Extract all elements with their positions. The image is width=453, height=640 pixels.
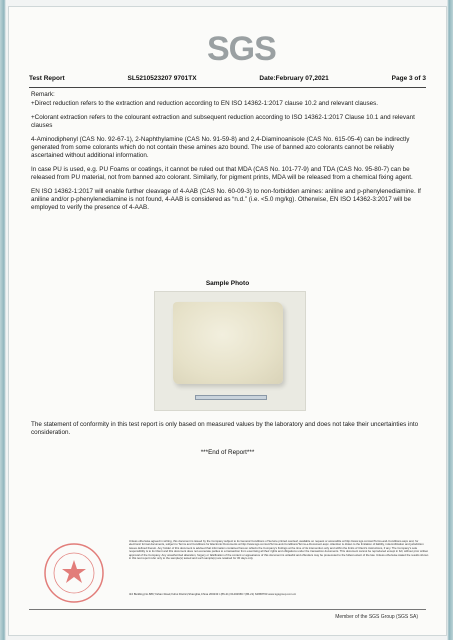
sample-photo bbox=[154, 291, 306, 411]
sgs-logo: SGS bbox=[207, 30, 276, 68]
company-seal-stamp bbox=[43, 542, 105, 604]
footer-divider bbox=[29, 609, 426, 610]
terms-fine-print: Unless otherwise agreed in writing, this document is issued by the Company subject to its General Conditions of Service printed overleaf, available on request or accessible at http://www.sgs.com/en/Terms-and-Conditions.aspx and, for electronic format documents, subject to Terms and Conditions for Electronic Documents at http://www.sgs.com/en/Terms-and-Conditions/Terms-e-Document.aspx. Attention is drawn to the limitation of liability, indemnification and jurisdiction issues defined therein. Any holder of this document is advised that information contained hereon reflects the Company's findings at the time of its intervention only and within the limits of Client's instructions, if any. The Company's sole responsibility is to its Client and this document does not exonerate parties to a transaction from exercising all their rights and obligations under the transaction documents. This document cannot be reproduced except in full, without prior written approval of the Company. Any unauthorized alteration, forgery or falsification of the content or appearance of this document is unlawful and offenders may be prosecuted to the fullest extent of the law. Unless otherwise stated the results shown in this test report refer only to the sample(s) tested and such sample(s) are retained for 30 days only. bbox=[129, 539, 429, 561]
page-number: Page 3 of 3 bbox=[391, 75, 426, 82]
sample-bag-image bbox=[173, 302, 283, 384]
remark-heading: Remark: bbox=[31, 91, 55, 98]
contact-address: 3rd Building,No.889,Yishan Road,Xuhui District,Shanghai,China 200233 t (86-21) 61402666 f (86-21) 64958763 www.sgsgroup.com.cn bbox=[129, 592, 297, 596]
sample-ruler-image bbox=[195, 395, 267, 400]
conformity-statement: The statement of conformity in this test report is only based on measured values by the laboratory and does not take their uncertainties into consideration. bbox=[31, 421, 419, 436]
remark-paragraph: EN ISO 14362-1:2017 will enable further cleavage of 4-AAB (CAS No. 60-09-3) to non-forbidden amines: aniline and p-phenylenediamine. If aniline and/or p-phenylenediamine is not found, 4-AAB is considered as “n.d.” (i.e. <5.0 mg/kg). Otherwise, EN ISO 14362-3:2017 will be employed to verify the presence of 4-AAB. bbox=[31, 188, 421, 211]
sgs-membership: Member of the SGS Group (SGS SA) bbox=[335, 614, 418, 620]
remark-paragraph: +Direct reduction refers to the extraction and reduction according to EN ISO 14362-1:2017 clause 10.2 and relevant clauses. bbox=[31, 99, 379, 107]
report-date: Date:February 07,2021 bbox=[259, 75, 329, 82]
remark-paragraph: 4-Aminodiphenyl (CAS No. 92-67-1), 2-Naphthylamine (CAS No. 91-59-8) and 2,4-Diaminoanisole (CAS No. 615-05-4) can be indirectly generated from some colorants which do not contain these amines azo bound. The use of banned azo colorants cannot be reliably ascertained without additional information. bbox=[31, 136, 410, 159]
remark-paragraph: +Colorant extraction refers to the colourant extraction and subsequent reduction according to ISO 14362-1:2017 Clause 10.1 and relevant clauses bbox=[31, 114, 415, 129]
report-label: Test Report bbox=[29, 75, 65, 82]
header-divider bbox=[29, 87, 426, 88]
remark-section bbox=[31, 91, 426, 218]
end-of-report: ***End of Report*** bbox=[200, 449, 255, 456]
sample-photo-title: Sample Photo bbox=[205, 280, 250, 287]
report-page bbox=[8, 6, 447, 636]
report-number: SL5210523207 9701TX bbox=[127, 75, 197, 82]
remark-paragraph: In case PU is used, e.g. PU Foams or coatings, it cannot be ruled out that MDA (CAS No. 101-77-9) and TDA (CAS No. 95-80-7) can be released from PU material, not from banned azo colorant. Similarly, for pigment prints, MDA will be released from a chemical fixing agent. bbox=[31, 166, 413, 181]
report-header bbox=[29, 75, 426, 82]
